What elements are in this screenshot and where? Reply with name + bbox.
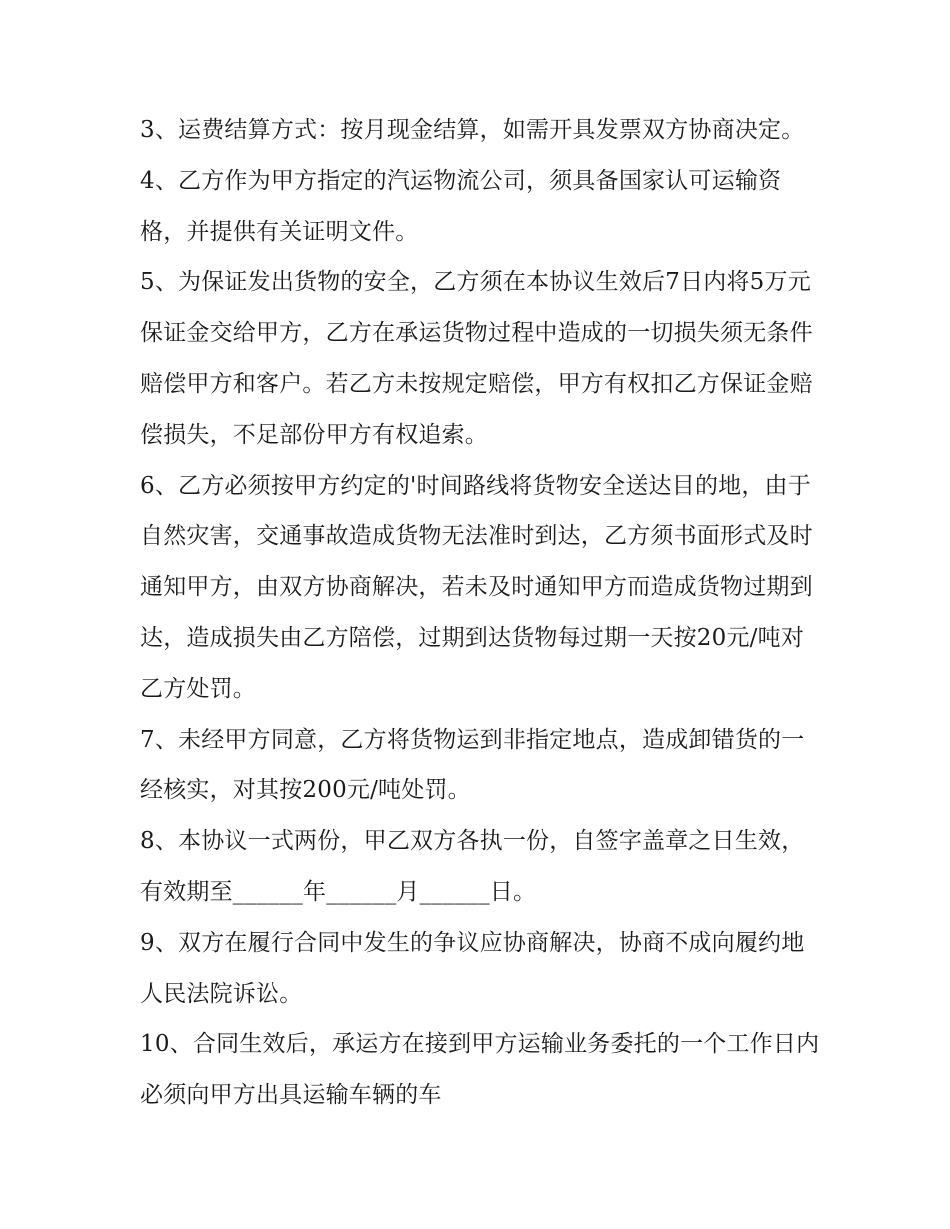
clause-6: 6、乙方必须按甲方约定的'时间路线将货物安全送达目的地，由于自然灾害，交通事故造成货物无法准时到达，乙方须书面形式及时通知甲方，由双方协商解决，若未及时通知甲方而造成货物过期到达，造成损失由乙方陪偿，过期到达货物每过期一天按20元/吨对乙方处罚。 <box>140 472 813 702</box>
clause-8: 8、本协议一式两份，甲乙双方各执一份，自签字盖章之日生效，有效期至______年______月______日。 <box>140 828 805 905</box>
clause-9: 9、双方在履行合同中发生的争议应协商解决，协商不成向履约地人民法院诉讼。 <box>140 929 805 1007</box>
clause-10: 10、合同生效后，承运方在接到甲方运输业务委托的一个工作日内必须向甲方出具运输车辆的车 <box>140 1031 820 1109</box>
clause-5: 5、为保证发出货物的安全，乙方须在本协议生效后7日内将5万元保证金交给甲方，乙方在承运货物过程中造成的一切损失须无条件赔偿甲方和客户。若乙方未按规定赔偿，甲方有权扣乙方保证金赔偿损失，不足部份甲方有权追索。 <box>140 269 813 448</box>
clause-7: 7、未经甲方同意，乙方将货物运到非指定地点，造成卸错货的一经核实，对其按200元/吨处罚。 <box>140 726 805 804</box>
document-body <box>140 105 820 1121</box>
clause-3-4: 3、运费结算方式：按月现金结算，如需开具发票双方协商决定。 4、乙方作为甲方指定的汽运物流公司，须具备国家认可运输资格，并提供有关证明文件。 <box>140 117 805 245</box>
